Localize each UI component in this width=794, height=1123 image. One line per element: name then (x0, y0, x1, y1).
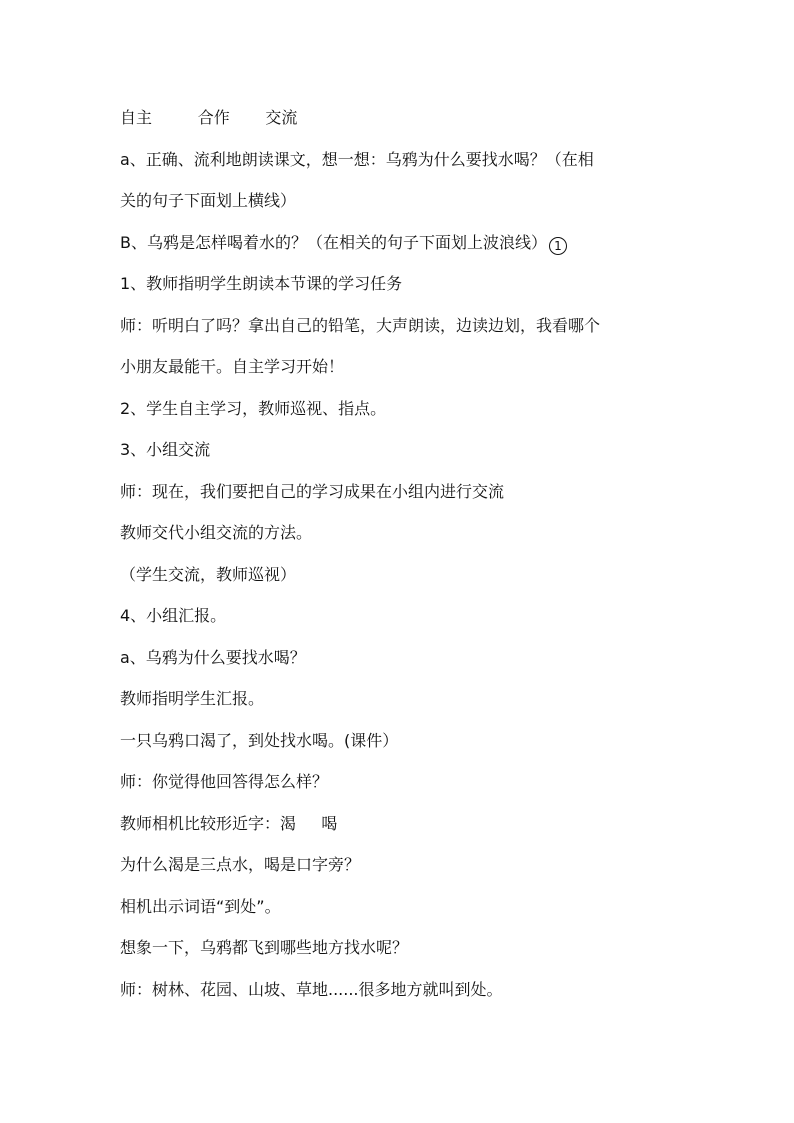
text-line-4-content: B、乌鸦是怎样喝着水的？（在相关的句子下面划上波浪线） (120, 233, 547, 252)
text-line-3: 关的句子下面划上横线） (120, 191, 297, 210)
text-line-20: 相机出示词语“到处”。 (120, 897, 281, 916)
circled-number-marker: 1 (549, 237, 567, 255)
text-line-2: a、正确、流利地朗读课文，想一想：乌鸦为什么要找水喝？（在相 (120, 150, 594, 169)
text-line-13: 4、小组汇报。 (120, 606, 227, 625)
text-line-18: 教师相机比较形近字：渴 喝 (120, 814, 338, 833)
text-line-14: a、乌鸦为什么要找水喝？ (120, 648, 306, 667)
text-line-10: 师：现在，我们要把自己的学习成果在小组内进行交流 (120, 482, 505, 501)
text-line-4 (120, 233, 720, 255)
text-line-15: 教师指明学生汇报。 (120, 689, 265, 708)
text-line-21: 想象一下，乌鸦都飞到哪些地方找水呢？ (120, 938, 409, 957)
text-line-19: 为什么渴是三点水，喝是口字旁？ (120, 855, 361, 874)
text-line-5: 1、教师指明学生朗读本节课的学习任务 (120, 274, 403, 293)
text-line-22: 师：树林、花园、山坡、草地......很多地方就叫到处。 (120, 980, 503, 999)
text-line-16: 一只乌鸦口渴了，到处找水喝。(课件） (120, 731, 399, 750)
text-line-6: 师：听明白了吗？拿出自己的铅笔，大声朗读，边读边划，我看哪个 (120, 316, 601, 335)
text-line-17: 师：你觉得他回答得怎么样？ (120, 772, 329, 791)
text-line-1: 自主 合作 交流 (120, 108, 298, 127)
text-line-9: 3、小组交流 (120, 440, 211, 459)
text-line-12: （学生交流，教师巡视） (120, 565, 297, 584)
text-line-7: 小朋友最能干。自主学习开始！ (120, 357, 345, 376)
text-line-11: 教师交代小组交流的方法。 (120, 523, 313, 542)
text-line-8: 2、学生自主学习，教师巡视、指点。 (120, 399, 387, 418)
